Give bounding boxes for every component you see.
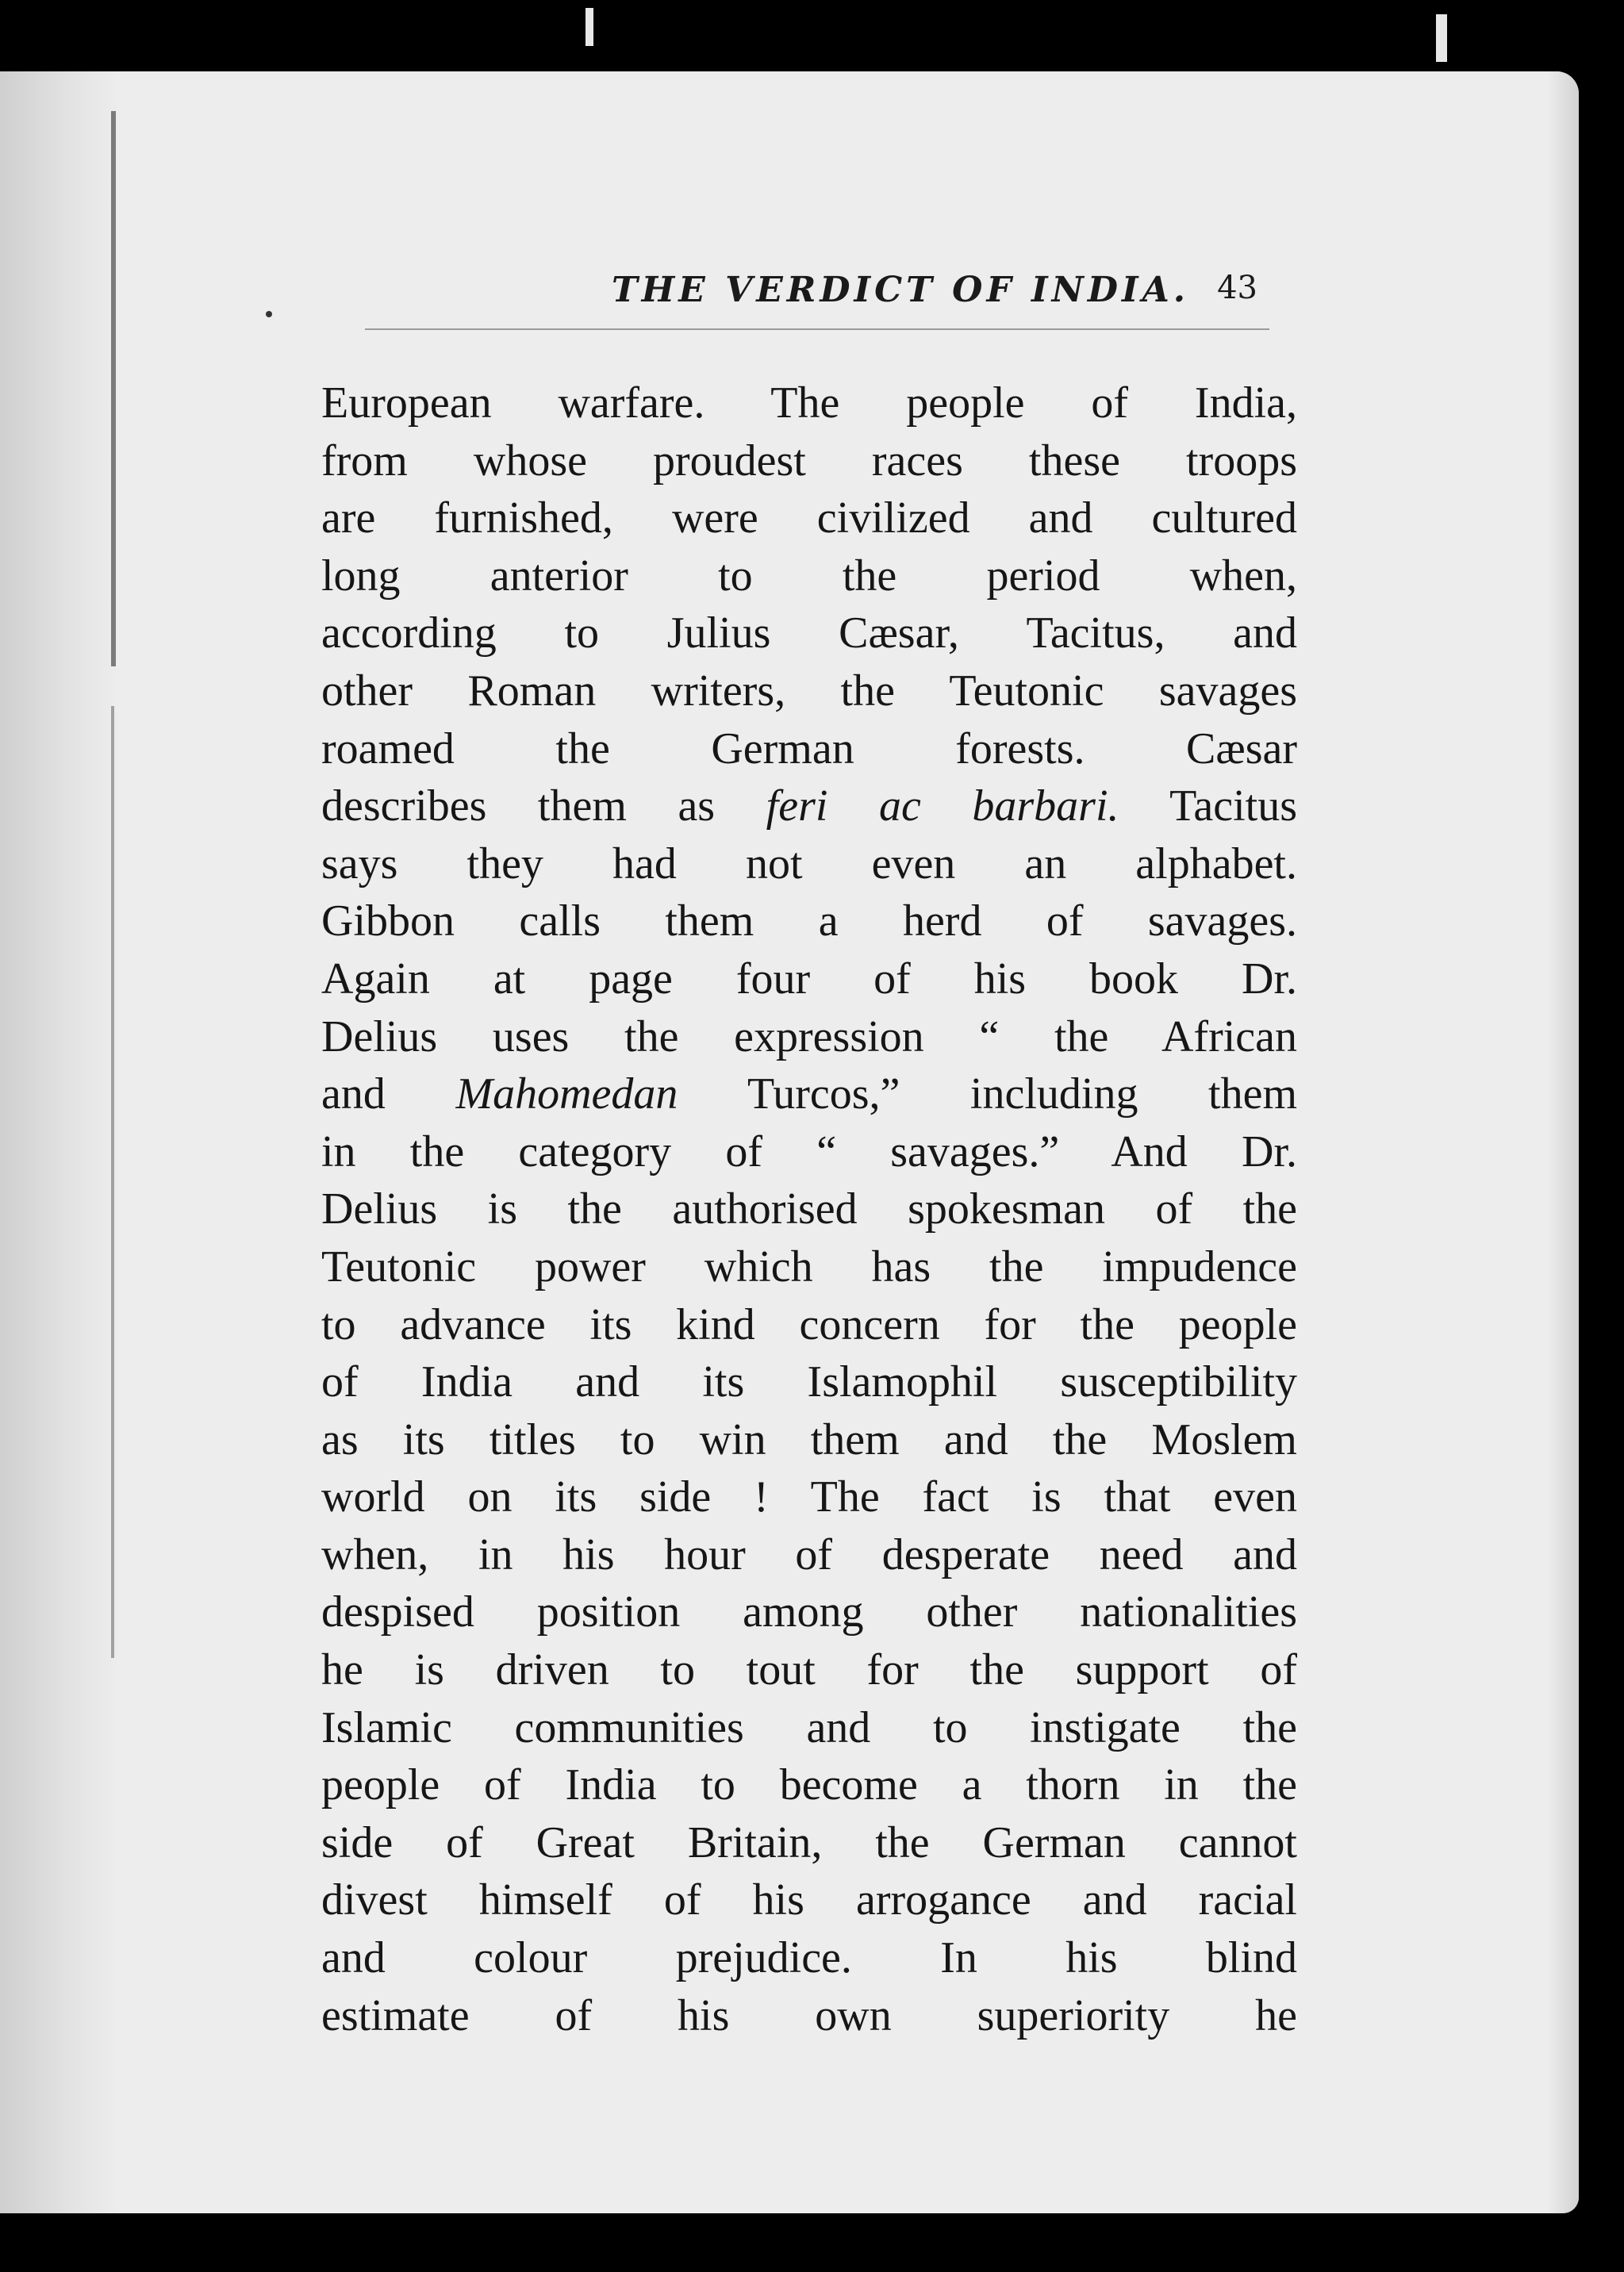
binding-edge-lower [111,706,114,1658]
page-number: 43 [1217,270,1257,306]
text-line: world on its side ! The fact is that even [321,1472,1297,1522]
text-line: when, in his hour of desperate need and [321,1529,1297,1579]
text-line: Again at page four of his book Dr. [321,954,1297,1004]
text-line: estimate of his own superiority he [321,1990,1297,2040]
text-line: according to Julius Cæsar, Tacitus, and [321,608,1297,658]
text-line: and colour prejudice. In his blind [321,1933,1297,1983]
text-run: and [321,1069,456,1119]
page-edge [1547,71,1579,2213]
binding-edge [111,111,116,666]
italic-phrase: Mahomedan [455,1069,678,1119]
running-head: THE VERDICT OF INDIA. [611,270,1190,310]
text-line: divest himself of his arrogance and racial [321,1875,1297,1925]
italic-phrase: feri ac barbari. [766,781,1119,831]
text-line: he is driven to tout for the support of [321,1645,1297,1695]
text-line: long anterior to the period when, [321,551,1297,601]
body-text [321,374,1297,2044]
text-line: Islamic communities and to instigate the [321,1702,1297,1752]
text-line: from whose proudest races these troops [321,436,1297,485]
text-line: of India and its Islamophil susceptibility [321,1357,1297,1407]
text-line: roamed the German forests. Cæsar [321,723,1297,773]
margin-mark [266,311,272,317]
text-line: side of Great Britain, the German cannot [321,1817,1297,1867]
text-line: people of India to become a thorn in the [321,1760,1297,1810]
gutter-shadow [0,71,119,2213]
text-run: Tacitus [1119,781,1297,831]
header-rule [365,328,1269,330]
text-line: other Roman writers, the Teutonic savages [321,666,1297,716]
text-line [321,777,1297,835]
text-line: in the category of “ savages.” And Dr. [321,1126,1297,1176]
text-run: Turcos,” including them [678,1069,1297,1119]
text-line: despised position among other nationalities [321,1587,1297,1637]
text-line [321,1065,1297,1123]
text-line: Gibbon calls them a herd of savages. [321,896,1297,946]
text-line: are furnished, were civilized and cultured [321,493,1297,543]
scan-artifact [585,8,593,46]
text-line: as its titles to win them and the Moslem [321,1414,1297,1464]
text-run: describes them as [321,781,766,831]
text-line: European warfare. The people of India, [321,378,1297,428]
scan-artifact [1436,14,1447,62]
text-line: Delius is the authorised spokesman of the [321,1184,1297,1234]
text-line: Delius uses the expression “ the African [321,1011,1297,1061]
text-line: to advance its kind concern for the people [321,1299,1297,1349]
text-line: says they had not even an alphabet. [321,839,1297,888]
text-line: Teutonic power which has the impudence [321,1242,1297,1291]
